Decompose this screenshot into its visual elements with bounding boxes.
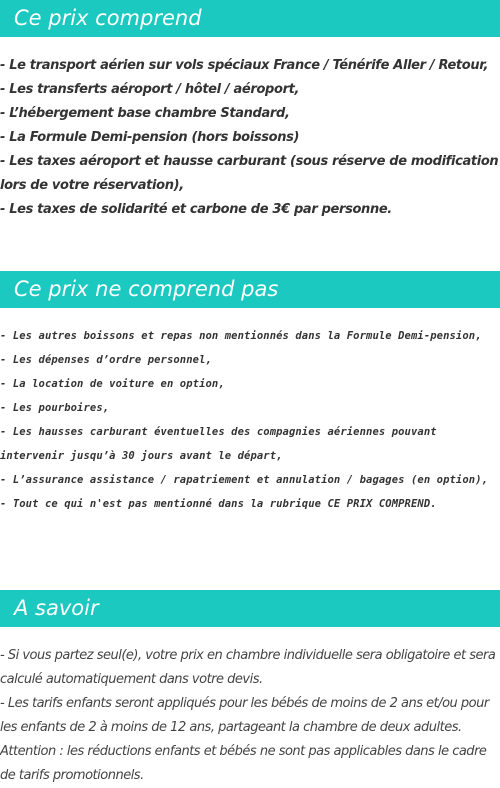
list-item: - Les tarifs enfants seront appliqués pour les bébés de moins de 2 ans et/ou pour les enfants de 2 à moins de 12 ans, partageant la chambre de deux adultes. bbox=[0, 696, 489, 735]
list-item: - Les taxes de solidarité et carbone de 3€ par personne. bbox=[0, 202, 392, 217]
list-item: - Les dépenses d’ordre personnel, bbox=[0, 354, 212, 366]
list-item: - Les taxes aéroport et hausse carburant (sous réserve de modification lors de votre réservation), bbox=[0, 154, 499, 193]
list-item: - Tout ce qui n'est pas mentionné dans la rubrique CE PRIX COMPREND. bbox=[0, 498, 437, 510]
list-item: - Le transport aérien sur vols spéciaux France / Ténérife Aller / Retour, bbox=[0, 58, 489, 73]
excludes-list bbox=[0, 324, 500, 516]
list-item: - Les transferts aéroport / hôtel / aéroport, bbox=[0, 82, 300, 97]
list-item: - La Formule Demi-pension (hors boissons) bbox=[0, 130, 300, 145]
list-item: - L’assurance assistance / rapatriement et annulation / bagages (en option), bbox=[0, 474, 489, 486]
section-title-includes: Ce prix comprend bbox=[0, 0, 500, 37]
list-item: - La location de voiture en option, bbox=[0, 378, 225, 390]
list-item: - Les hausses carburant éventuelles des compagnies aériennes pouvant intervenir jusqu’à 30 jours avant le départ, bbox=[0, 426, 437, 462]
list-item: - Les autres boissons et repas non mentionnés dans la Formule Demi-pension, bbox=[0, 330, 482, 342]
includes-list bbox=[0, 54, 500, 222]
section-title-excludes: Ce prix ne comprend pas bbox=[0, 271, 500, 308]
section-title-good-to-know: A savoir bbox=[0, 590, 500, 627]
list-item: - Si vous partez seul(e), votre prix en chambre individuelle sera obligatoire et sera calculé automatiquement dans votre devis. bbox=[0, 648, 496, 687]
list-item: - Les pourboires, bbox=[0, 402, 110, 414]
list-item: Attention : les réductions enfants et bébés ne sont pas applicables dans le cadre de tarifs promotionnels. bbox=[0, 744, 487, 783]
good-to-know-list bbox=[0, 644, 500, 788]
list-item: - L’hébergement base chambre Standard, bbox=[0, 106, 290, 121]
